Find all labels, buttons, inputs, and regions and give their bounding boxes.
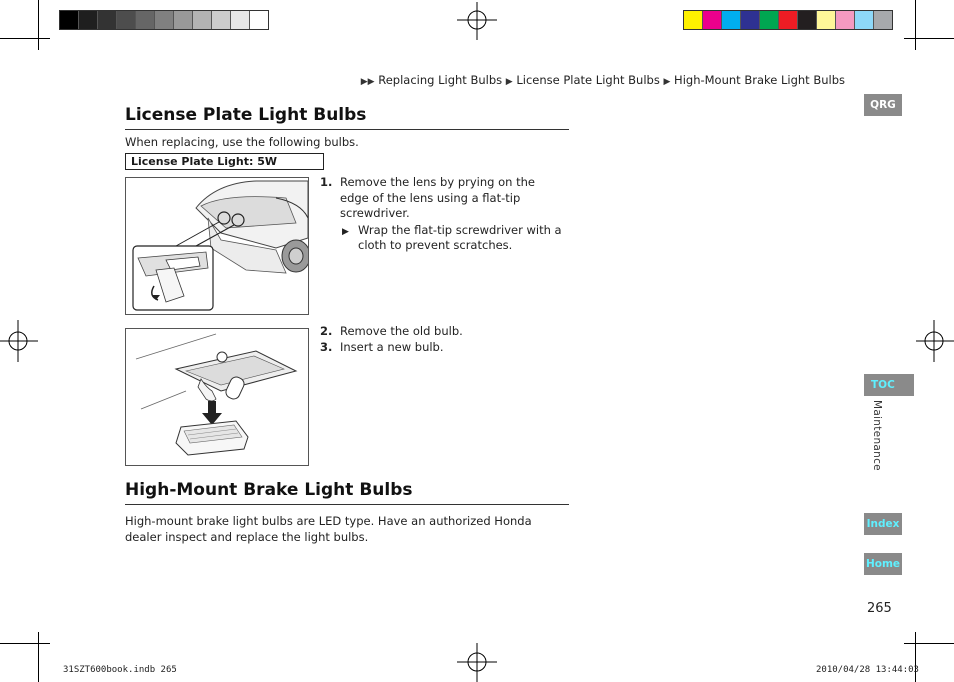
step-text: Remove the lens by prying on the edge of the lens using a flat-tip screwdriver. — [340, 175, 535, 220]
registration-mark-right — [914, 320, 954, 362]
gray-swatch — [174, 11, 193, 29]
crop-mark — [904, 643, 954, 644]
note-text: Wrap the flat-tip screwdriver with a cloth to prevent scratches. — [358, 222, 562, 252]
crop-mark — [38, 0, 39, 50]
step-text: Insert a new bulb. — [340, 339, 444, 354]
crop-mark — [904, 38, 954, 39]
gray-swatch — [193, 11, 212, 29]
steps-list-1 — [320, 175, 566, 254]
gray-swatch — [117, 11, 136, 29]
color-swatch — [741, 11, 760, 29]
footer-file: 31SZT600book.indb 265 — [63, 665, 177, 675]
color-swatch — [779, 11, 798, 29]
crop-mark — [0, 38, 50, 39]
toc-button[interactable]: TOC — [864, 374, 914, 396]
breadcrumb-item[interactable]: High-Mount Brake Light Bulbs — [674, 73, 845, 87]
gray-swatch — [136, 11, 155, 29]
step-number: 2. — [320, 324, 333, 338]
process-color-bar — [683, 10, 893, 30]
heading-rule — [125, 129, 569, 130]
breadcrumb — [361, 73, 845, 87]
registration-mark-bottom — [457, 643, 497, 682]
breadcrumb-arrow-icon: ▶ — [663, 77, 671, 87]
gray-swatch — [231, 11, 250, 29]
note-arrow-icon: ▶ — [342, 226, 349, 237]
step-item — [320, 324, 566, 340]
step-item — [320, 340, 566, 356]
qrg-button[interactable]: QRG — [864, 94, 902, 116]
color-swatch — [874, 11, 892, 29]
crop-mark — [38, 632, 39, 682]
color-swatch — [684, 11, 703, 29]
step-item — [320, 175, 566, 222]
breadcrumb-arrow-icon: ▶ — [505, 77, 513, 87]
color-swatch — [760, 11, 779, 29]
step-number: 3. — [320, 339, 333, 354]
crop-mark — [915, 0, 916, 50]
color-swatch — [703, 11, 722, 29]
registration-mark-top — [457, 2, 497, 42]
high-mount-heading: High-Mount Brake Light Bulbs — [125, 480, 413, 500]
bulb-replacement-illustration — [125, 328, 309, 466]
color-swatch — [722, 11, 741, 29]
color-swatch — [855, 11, 874, 29]
gray-swatch — [155, 11, 174, 29]
step-text: Remove the old bulb. — [340, 324, 463, 338]
crop-mark — [0, 643, 50, 644]
step-note — [320, 223, 566, 254]
heading-rule — [125, 504, 569, 505]
license-plate-heading: License Plate Light Bulbs — [125, 105, 367, 125]
home-button[interactable]: Home — [864, 553, 902, 575]
step-number: 1. — [320, 175, 333, 189]
page-number: 265 — [867, 601, 892, 616]
grayscale-color-bar — [59, 10, 269, 30]
color-swatch — [817, 11, 836, 29]
breadcrumb-arrow-icon: ▶▶ — [360, 77, 375, 87]
section-label: Maintenance — [871, 400, 883, 471]
bulb-spec-label: License Plate Light: 5W — [125, 153, 324, 170]
license-intro: When replacing, use the following bulbs. — [125, 135, 359, 149]
steps-list-2 — [320, 324, 566, 355]
gray-swatch — [98, 11, 117, 29]
breadcrumb-item[interactable]: Replacing Light Bulbs — [378, 73, 503, 87]
high-mount-body: High-mount brake light bulbs are LED type. Have an authorized Honda dealer inspect and replace the light bulbs. — [125, 514, 532, 544]
gray-swatch — [212, 11, 231, 29]
gray-swatch — [79, 11, 98, 29]
index-button[interactable]: Index — [864, 513, 902, 535]
gray-swatch — [250, 11, 268, 29]
gray-swatch — [60, 11, 79, 29]
license-light-lens-illustration — [125, 177, 309, 315]
footer-datetime: 2010/04/28 13:44:03 — [816, 665, 919, 675]
color-swatch — [836, 11, 855, 29]
color-swatch — [798, 11, 817, 29]
registration-mark-left — [0, 320, 40, 362]
breadcrumb-item[interactable]: License Plate Light Bulbs — [516, 73, 660, 87]
